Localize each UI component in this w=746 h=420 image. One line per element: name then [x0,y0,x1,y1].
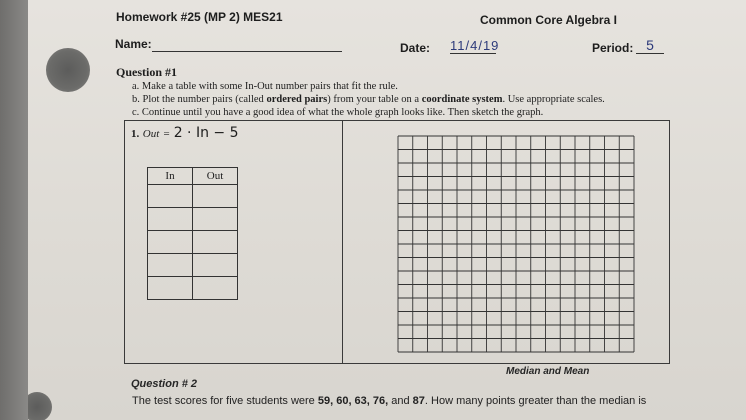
table-cell-out[interactable] [193,185,238,208]
coordinate-grid-svg[interactable] [397,135,635,353]
rule-number: 1. [131,128,140,140]
table-row [148,277,238,300]
instruction-b-post: . Use appropriate scales. [502,94,605,105]
rule-equals: = [162,128,171,140]
instruction-b-bold2: coordinate system [421,94,503,105]
q2-text-and: and [388,395,413,407]
question-1-title: Question #1 [116,65,178,79]
period-label: Period: [592,41,634,55]
table-cell-in[interactable] [148,254,193,277]
table-header-in: In [148,168,193,185]
desk-background [0,0,28,420]
name-line[interactable] [152,51,342,52]
table-row [148,208,238,231]
q2-last-score: 87 [412,395,425,407]
question-2-title: Question # 2 [131,378,198,390]
instruction-b-mid: ) from your table on a [327,94,422,105]
period-value[interactable]: 5 [636,37,664,54]
table-header-out: Out [193,168,238,185]
question-1-box [124,120,670,364]
binder-hole-top [46,48,90,92]
table-body [148,185,238,300]
q2-text-pre: The test scores for five students were [132,395,318,407]
instruction-c: c. Continue until you have a good idea of what the whole graph looks like. Then sketch the graph. [132,107,544,118]
instruction-a: a. Make a table with some In-Out number pairs that fit the rule. [132,81,398,92]
homework-sheet [28,0,746,420]
q2-text-post: . How many points greater than the median is [424,395,647,407]
instruction-b-bold1: ordered pairs [266,94,328,105]
table-cell-out[interactable] [193,231,238,254]
table-cell-in[interactable] [148,277,193,300]
instruction-b-pre: b. Plot the number pairs (called [132,94,267,105]
table-cell-in[interactable] [148,231,193,254]
rule-expression: 2 · In − 5 [173,125,239,141]
rule-out-label: Out [142,128,160,140]
table-row [148,231,238,254]
table-cell-out[interactable] [193,277,238,300]
homework-title: Homework #25 (MP 2) MES21 [116,10,283,24]
date-value[interactable]: 11/4/19 [450,38,500,53]
table-cell-in[interactable] [148,185,193,208]
in-out-table [147,167,238,300]
table-cell-out[interactable] [193,208,238,231]
course-name: Common Core Algebra I [480,13,617,27]
question-2-text [132,395,646,407]
date-label: Date: [400,41,431,55]
table-row [148,185,238,208]
q2-scores: 59, 60, 63, 76, [317,395,389,407]
table-cell-out[interactable] [193,254,238,277]
coordinate-grid[interactable] [397,135,635,358]
median-mean-label: Median and Mean [506,366,590,377]
instruction-b [132,94,605,105]
name-label: Name: [115,37,152,51]
binder-hole-bottom [28,392,52,420]
rule-equation [131,125,239,142]
table-row [148,254,238,277]
table-cell-in[interactable] [148,208,193,231]
box-divider [342,121,343,363]
